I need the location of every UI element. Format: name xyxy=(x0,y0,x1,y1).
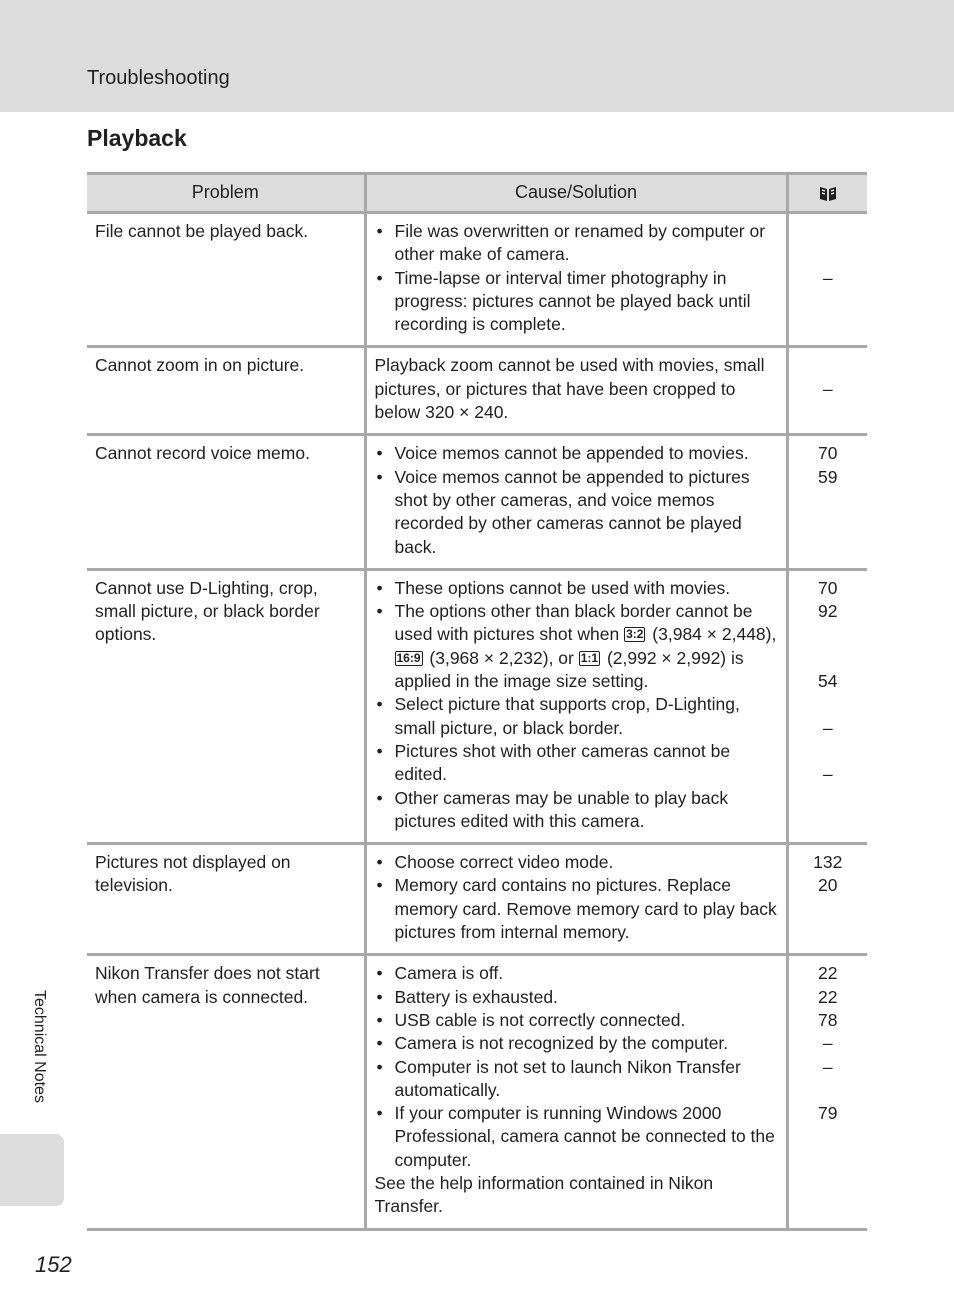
image-size-1-1-icon: 1:1 xyxy=(580,650,599,665)
problem-cell: Nikon Transfer does not start when camera is connected. xyxy=(87,955,365,1229)
reference-cell xyxy=(787,955,867,1229)
size-text: (3,984 × 2,448), xyxy=(647,624,777,645)
table-row xyxy=(87,955,867,1229)
page-reference: – xyxy=(822,1056,833,1077)
running-header: Troubleshooting xyxy=(87,67,230,89)
problem-column-header: Problem xyxy=(87,174,365,213)
list-item: • USB cable is not correctly connected. xyxy=(375,1009,778,1032)
table-header-row xyxy=(87,174,867,213)
page-reference: 59 xyxy=(818,466,838,487)
list-item: • Computer is not set to launch Nikon Transfer automatically. xyxy=(375,1056,778,1103)
side-tab xyxy=(0,1134,64,1206)
list-item xyxy=(375,600,778,693)
help-note: See the help information contained in Nikon Transfer. xyxy=(374,1172,714,1217)
list-item: • Choose correct video mode. xyxy=(375,851,778,874)
page-reference: 70 xyxy=(818,443,838,464)
problem-cell: File cannot be played back. xyxy=(87,213,365,347)
section-title: Playback xyxy=(87,125,187,151)
list-item: • Camera is not recognized by the computer. xyxy=(375,1032,778,1055)
page-reference: 20 xyxy=(818,875,838,896)
reference-cell xyxy=(787,435,867,569)
list-item: • Pictures shot with other cameras cannot be edited. xyxy=(375,740,778,787)
reference-cell xyxy=(787,347,867,435)
table-row xyxy=(87,569,867,843)
list-item: • File was overwritten or renamed by computer or other make of camera. xyxy=(375,220,778,267)
table-row xyxy=(87,435,867,569)
reference-cell xyxy=(787,844,867,955)
table-row xyxy=(87,844,867,955)
page-reference: 132 xyxy=(813,852,843,873)
side-tab-label: Technical Notes xyxy=(31,990,48,1103)
cause-cell xyxy=(365,569,787,843)
header-band xyxy=(0,0,954,112)
list-item: • Voice memos cannot be appended to movies. xyxy=(375,442,778,465)
troubleshooting-table xyxy=(87,172,867,1231)
cause-cell xyxy=(365,213,787,347)
cause-cell: Playback zoom cannot be used with movies, small pictures, or pictures that have been cropped to below 320 × 240. xyxy=(365,347,787,435)
page-reference: 22 xyxy=(818,963,838,984)
reference-column-header xyxy=(787,174,867,213)
size-text: (3,968 × 2,232), or xyxy=(424,647,579,668)
page-reference: 92 xyxy=(818,601,838,622)
cause-column-header: Cause/Solution xyxy=(365,174,787,213)
list-item: • Voice memos cannot be appended to pictures shot by other cameras, and voice memos recorded by other cameras cannot be played back. xyxy=(375,466,778,559)
page-reference: – xyxy=(822,717,833,738)
table-row xyxy=(87,213,867,347)
problem-cell: Cannot record voice memo. xyxy=(87,435,365,569)
cause-cell xyxy=(365,435,787,569)
page-number: 152 xyxy=(35,1252,72,1277)
list-item: • Other cameras may be unable to play back pictures edited with this camera. xyxy=(375,787,778,834)
problem-cell: Cannot use D-Lighting, crop, small picture, or black border options. xyxy=(87,569,365,843)
list-item: • Camera is off. xyxy=(375,962,778,985)
list-item: • If your computer is running Windows 2000 Professional, camera cannot be connected to the computer. xyxy=(375,1102,778,1172)
image-size-16-9-icon: 16:9 xyxy=(396,650,421,665)
page-reference: – xyxy=(822,1033,833,1054)
list-item: • Battery is exhausted. xyxy=(375,986,778,1009)
cause-cell xyxy=(365,844,787,955)
list-item-text: The options other than black border cannot be used with pictures shot when xyxy=(394,601,753,645)
size-text: (2,992 × 2,992) is applied in the image size setting. xyxy=(394,647,744,692)
reference-cell xyxy=(787,569,867,843)
list-item: • Memory card contains no pictures. Replace memory card. Remove memory card to play back pictures from internal memory. xyxy=(375,874,778,944)
page-reference: 79 xyxy=(818,1103,838,1124)
list-item: • Time-lapse or interval timer photography in progress: pictures cannot be played back until recording is complete. xyxy=(375,267,778,337)
list-item: • Select picture that supports crop, D-Lighting, small picture, or black border. xyxy=(375,693,778,740)
page-reference: – xyxy=(822,764,833,785)
problem-cell: Pictures not displayed on television. xyxy=(87,844,365,955)
page-reference: – xyxy=(822,267,833,288)
list-item: • These options cannot be used with movies. xyxy=(375,577,778,600)
page-reference: 22 xyxy=(818,986,838,1007)
table-row xyxy=(87,347,867,435)
reference-cell xyxy=(787,213,867,347)
problem-cell: Cannot zoom in on picture. xyxy=(87,347,365,435)
image-size-3-2-icon: 3:2 xyxy=(626,627,644,642)
page-reference: 70 xyxy=(818,577,838,598)
cause-cell xyxy=(365,955,787,1229)
page-reference: 54 xyxy=(818,671,838,692)
page-reference: – xyxy=(822,378,833,399)
page-reference: 78 xyxy=(818,1009,838,1030)
book-icon xyxy=(818,184,838,204)
